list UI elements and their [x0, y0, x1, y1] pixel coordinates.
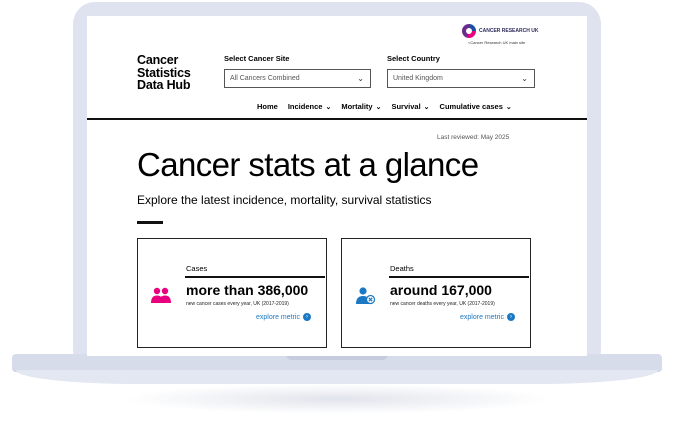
cruk-logo-icon [462, 24, 476, 38]
deaths-card [341, 238, 531, 348]
nav-item-home[interactable] [257, 102, 278, 111]
cruk-logo-text: CANCER RESEARCH UK [479, 28, 539, 34]
cases-card [137, 238, 327, 348]
chevron-down-icon: ⌄ [325, 103, 332, 111]
main-nav [257, 102, 522, 111]
country-select[interactable] [387, 69, 535, 88]
country-label: Select Country [387, 54, 440, 63]
cruk-logo[interactable] [462, 24, 538, 38]
chevron-down-icon: ⌄ [375, 103, 382, 111]
chevron-down-icon: ⌄ [357, 74, 364, 83]
cruk-main-site-link[interactable]: <Cancer Research UK main site [468, 40, 526, 45]
chevron-down-icon: ⌄ [423, 103, 430, 111]
person-x-icon [354, 285, 376, 305]
site-logo[interactable]: Cancer Statistics Data Hub [137, 53, 191, 92]
nav-item-survival[interactable] [391, 102, 429, 111]
card-description: new cancer deaths every year, UK (2017-2019) [390, 301, 495, 307]
page-subtitle: Explore the latest incidence, mortality, survival statistics [137, 193, 432, 207]
card-value: around 167,000 [390, 282, 492, 298]
cancer-site-select[interactable] [224, 69, 371, 88]
cancer-site-label: Select Cancer Site [224, 54, 290, 63]
last-reviewed-text: Last reviewed: May 2025 [437, 134, 510, 141]
arrow-right-icon: › [507, 313, 515, 321]
header-divider [87, 118, 587, 120]
people-icon [150, 285, 172, 305]
explore-metric-label: explore metric [256, 313, 300, 321]
laptop-base-bottom [16, 370, 658, 384]
nav-item-label: Home [257, 102, 278, 111]
laptop-screen [87, 16, 587, 356]
card-divider [389, 276, 529, 278]
arrow-right-icon: › [303, 313, 311, 321]
chevron-down-icon: ⌄ [505, 103, 512, 111]
nav-item-label: Cumulative cases [439, 102, 503, 111]
title-accent-rule [137, 221, 163, 224]
cancer-site-value: All Cancers Combined [230, 75, 300, 82]
explore-metric-label: explore metric [460, 313, 504, 321]
page-title: Cancer stats at a glance [137, 146, 479, 183]
nav-item-cumulative-cases[interactable] [440, 102, 512, 111]
chevron-down-icon: ⌄ [521, 74, 528, 83]
nav-item-label: Mortality [341, 102, 373, 111]
nav-item-label: Incidence [287, 102, 323, 111]
nav-item-label: Survival [391, 102, 421, 111]
card-label: Deaths [390, 264, 414, 273]
card-divider [185, 276, 325, 278]
nav-item-incidence[interactable] [288, 102, 331, 111]
country-value: United Kingdom [393, 75, 443, 82]
card-value: more than 386,000 [186, 282, 309, 298]
laptop-shadow [120, 384, 554, 414]
card-label: Cases [186, 264, 208, 273]
nav-item-mortality[interactable] [341, 102, 381, 111]
card-description: new cancer cases every year, UK (2017-2019) [186, 301, 289, 307]
explore-metric-link[interactable] [256, 313, 311, 321]
explore-metric-link[interactable] [460, 313, 515, 321]
